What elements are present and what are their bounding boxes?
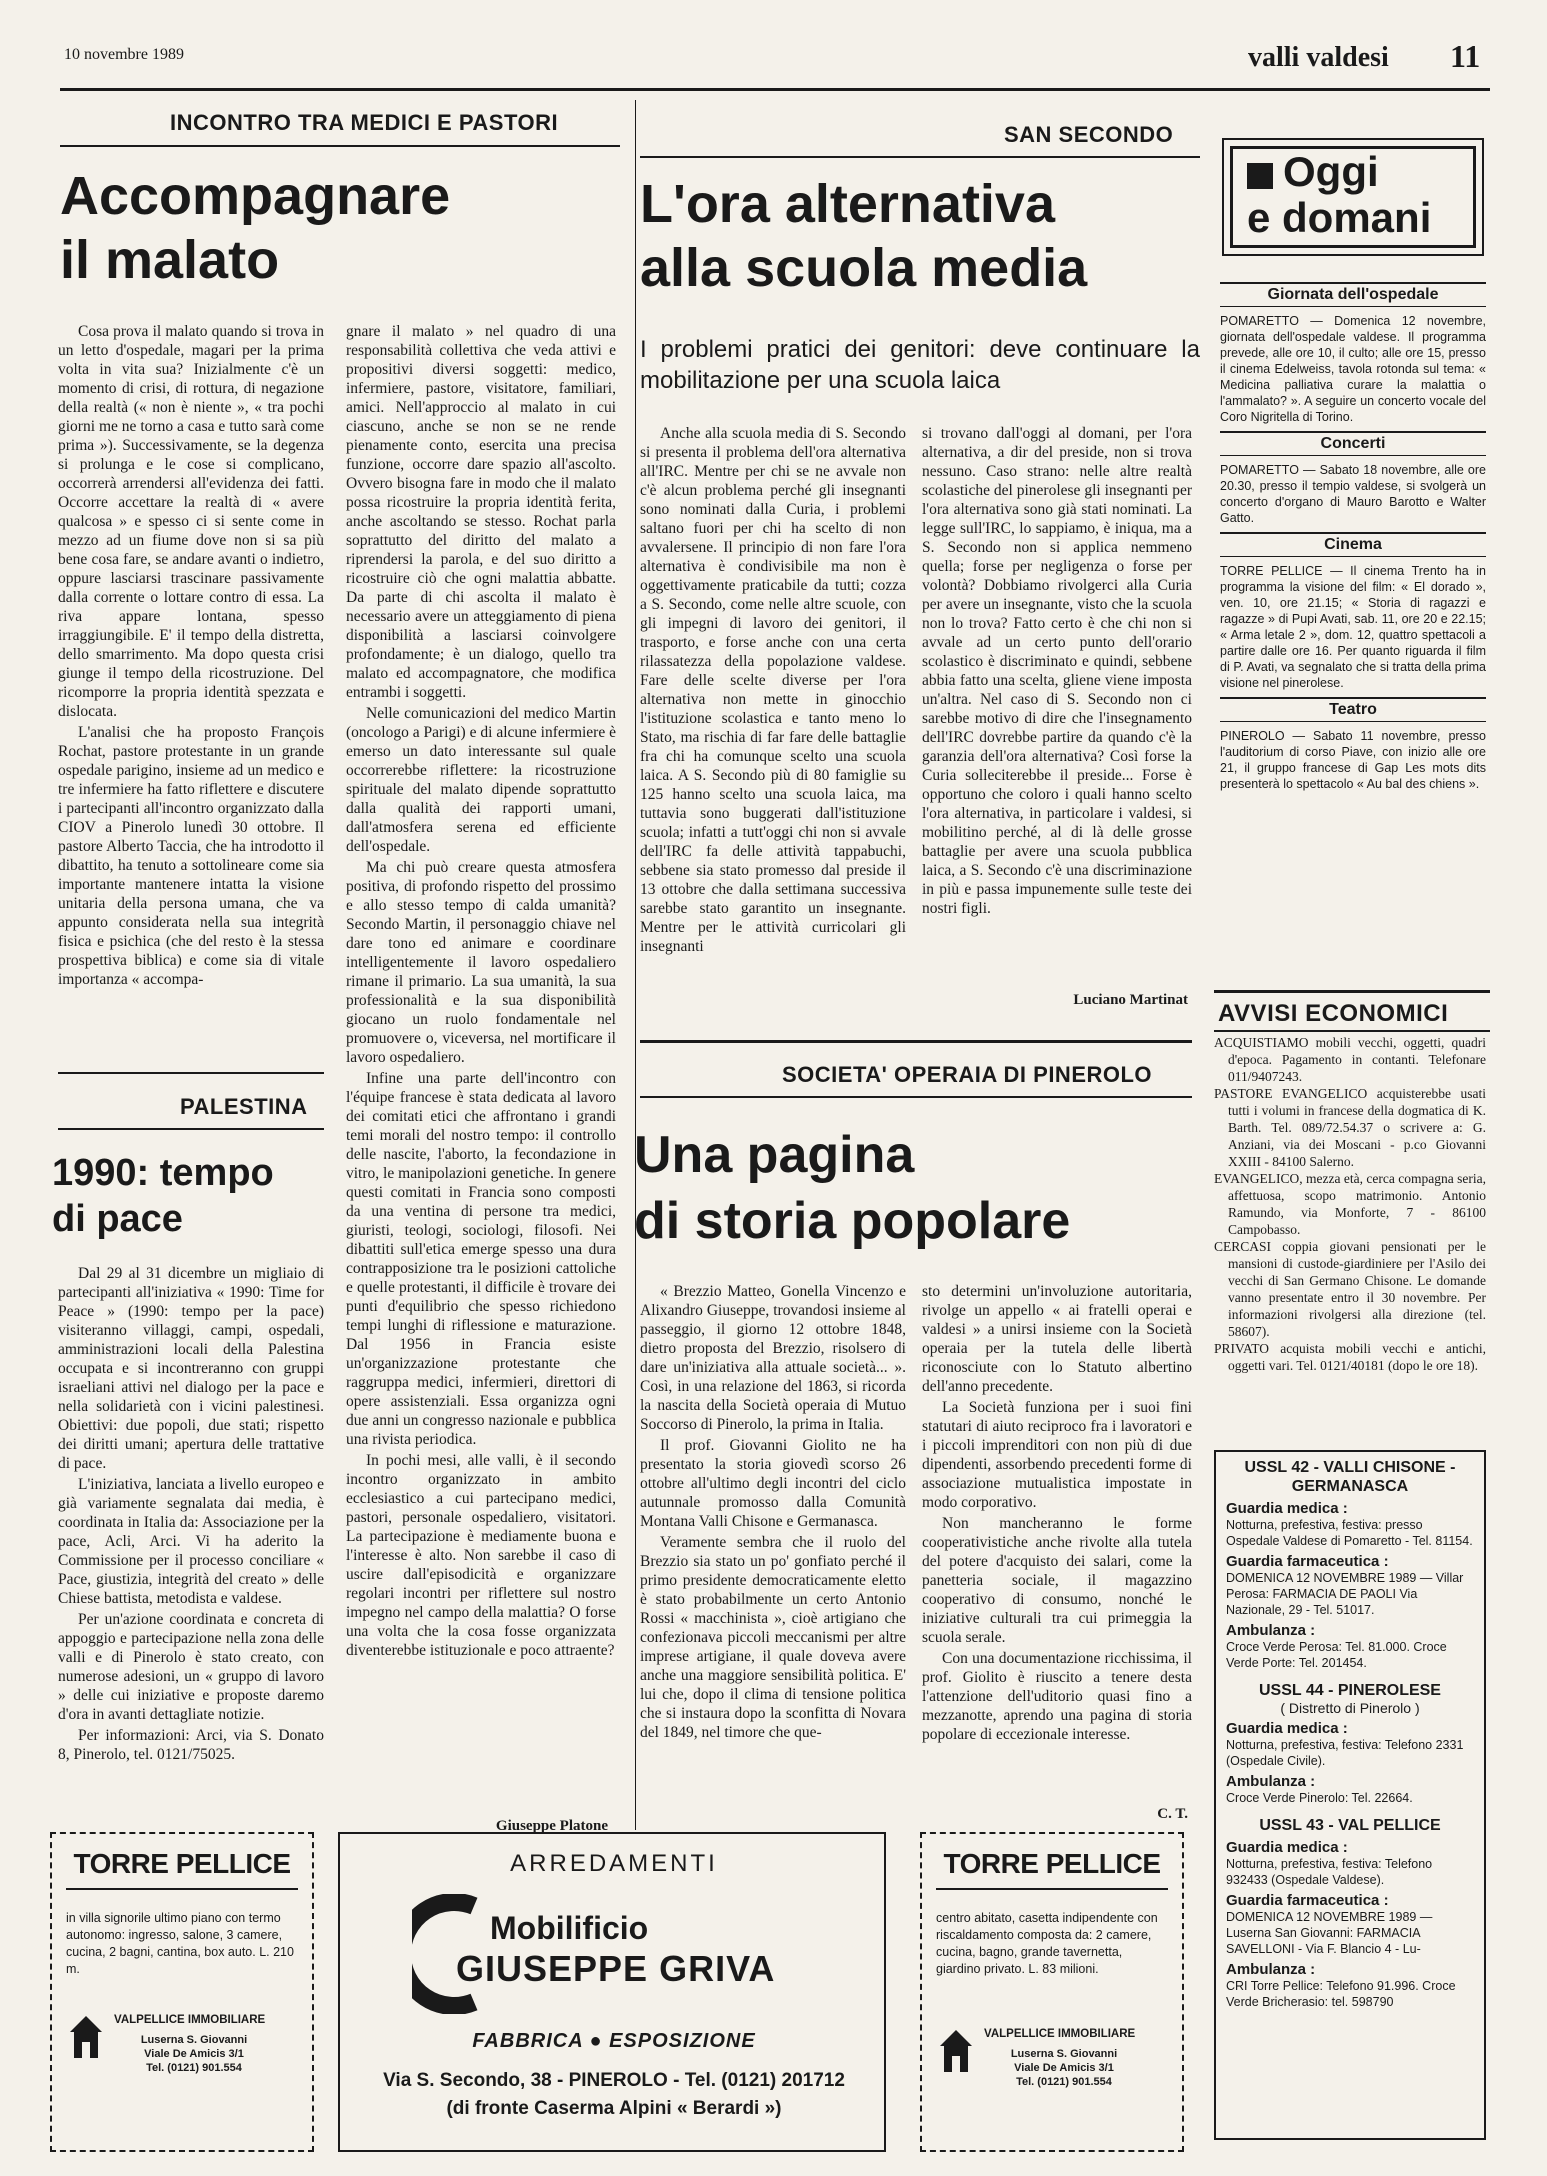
art4-col2 xyxy=(922,1282,1192,1806)
art4-kicker: SOCIETA' OPERAIA DI PINEROLO xyxy=(782,1062,1153,1087)
avvisi-top-rule xyxy=(1214,990,1490,993)
ad3-addr1: Luserna S. Giovanni xyxy=(1010,2048,1118,2060)
avviso-item: PASTORE EVANGELICO acquisterebbe usati tutti i volumi in francese della dogmatica di K. Barth. Tel. 089/72.54.37 o scrivere a: G. Anziani, via dei Moscani - p.co Giovanni XXIII - 84100 Salerno. xyxy=(1214,1086,1486,1169)
ussl-42-h1: Guardia medica : xyxy=(1226,1500,1348,1517)
ussl-42-t3: Croce Verde Perosa: Tel. 81.000. Croce Verde Porte: Tel. 201454. xyxy=(1226,1640,1447,1670)
art4-top-rule xyxy=(640,1040,1192,1043)
art4-title-l1: Una pagina xyxy=(634,1126,915,1184)
ad2-line1: FABBRICA ● ESPOSIZIONE xyxy=(472,2030,756,2052)
paragraph: Dal 29 al 31 dicembre un migliaio di partecipanti all'iniziativa « 1990: Time for Peace » (1990: tempo per la pace) visiteranno villaggi, campi, ospedali, amministrazioni locali della Palestina occupata e si incontreranno con gruppi israeliani attivi nel dialogo per la pace e nella solidarietà con i vicini palestinesi. Obiettivi: due popoli, due stati; rispetto dei diritti umani; apertura delle trattative di pace. xyxy=(58,1265,324,1472)
section-text-teatro: PINEROLO — Sabato 11 novembre, presso l'auditorium di corso Piave, con inizio alle ore 21, il gruppo francese di Gap Les mots dits presenterà lo spettacolo « Au bal des chiens ». xyxy=(1220,729,1486,791)
art1-title-l2: il malato xyxy=(60,230,280,290)
art2-body xyxy=(58,1264,324,1852)
art1-title xyxy=(60,164,640,292)
paper-name: valli valdesi xyxy=(1248,42,1389,73)
art3-title-l1: L'ora alternativa xyxy=(640,174,1055,234)
ussl-42-h2: Guardia farmaceutica : xyxy=(1226,1553,1389,1570)
oggi-title-l2: e domani xyxy=(1247,194,1432,241)
ad2-line2: Via S. Secondo, 38 - PINEROLO - Tel. (0121) 201712 xyxy=(383,2070,845,2091)
ussl-43-h2: Guardia farmaceutica : xyxy=(1226,1892,1389,1909)
paragraph: Per un'azione coordinata e concreta di appoggio e partecipazione nella zona delle valli e di Pinerolo è stato creato, con numerose adesioni, un « gruppo di lavoro » delle cui iniziative e proposte daremo d'ora in avanti dettagliate notizie. xyxy=(58,1611,324,1723)
paragraph: Per informazioni: Arci, via S. Donato 8, Pinerolo, tel. 0121/75025. xyxy=(58,1727,324,1763)
paragraph: Anche alla scuola media di S. Secondo si presenta il problema dell'ora alternativa all'IRC. Mentre per chi se ne avvale non c'è alcun problema perché gli insegnanti sono nominati dalla Curia, i problemi saltano fuori per chi ha scelto di non avvalersene. Il principio di non fare l'ora alternativa è condivisibile ma non è oggettivamente praticabile da tutti; cozza a S. Secondo, come nelle altre scuole, con gli impegni di lavoro dei genitori, il trasporto, e forse anche con una certa rilassatezza della popolazione valdese. Fare delle scelte diverse per l'ora alternativa non mette in ginocchio l'istituzione scolastica e tanto meno lo Stato, ma rischia di far fare delle battaglie fra chi ha comunque scelto una scuola laica. A S. Secondo più di 80 famiglie su 125 hanno scelto una scuola laica, ma tuttavia sono buggerati dall'istituzione scuola; infatti a tutt'oggi chi non si avvale dell'IRC fa delle attività tappabuchi, sebbene sia stato promesso dal preside il 13 ottobre che dalla settimana successiva sarebbe stato garantito un insegnante. Mentre per le attività curricolari gli insegnanti xyxy=(640,425,906,955)
art3-subtitle: I problemi pratici dei genitori: deve continuare la mobilitazione per una scuola laica xyxy=(640,336,1200,394)
art2-kicker-rule xyxy=(58,1128,324,1130)
ussl-43-t2: DOMENICA 12 NOVEMBRE 1989 — Luserna San Giovanni: FARMACIA SAVELLONI - Via F. Blancio 4 - Lu- xyxy=(1226,1910,1433,1956)
art4-kicker-rule xyxy=(640,1096,1192,1098)
ad1-addr2: Viale De Amicis 3/1 xyxy=(144,2048,244,2060)
paragraph: Con una documentazione ricchissima, il prof. Giolito è riuscito a tenere desta l'attenzione dell'uditorio quasi fino a mezzanotte, aprendo una pagina di storia popolare di eccezionale interesse. xyxy=(922,1650,1192,1743)
art3-kicker-rule xyxy=(640,156,1200,158)
paragraph: Nelle comunicazioni del medico Martin (oncologo a Parigi) e di alcune infermiere è emerso un dato interessante sul quale occorrerebbe riflettere: la ricostruzione spirituale del malato dipende soprattutto dalla qualità dei rapporti umani, dall'atmosfera serena ed efficiente dell'ospedale. xyxy=(346,705,616,855)
art4-col1 xyxy=(640,1282,906,1822)
ad-torre-pellice-1 xyxy=(50,1832,314,2152)
page-number: 11 xyxy=(1450,38,1481,74)
art2-title-l1: 1990: tempo xyxy=(52,1152,274,1194)
art3-author: Luciano Martinat xyxy=(1073,992,1188,1008)
house-icon xyxy=(66,2010,106,2062)
art3-title xyxy=(640,172,1210,300)
art1-col2 xyxy=(346,322,616,1818)
ad3-town: TORRE PELLICE xyxy=(936,1848,1168,1890)
art4-title xyxy=(634,1122,1070,1254)
ussl-43-t1: Notturna, prefestiva, festiva: Telefono 932433 (Ospedale Valdese). xyxy=(1226,1857,1433,1887)
avviso-item: PRIVATO acquista mobili vecchi e antichi, oggetti vari. Tel. 0121/40181 (dopo le ore 18). xyxy=(1214,1341,1486,1373)
avvisi-title: AVVISI ECONOMICI xyxy=(1218,1000,1449,1027)
ussl-44-h1: Guardia medica : xyxy=(1226,1720,1348,1737)
ussl-box xyxy=(1214,1450,1486,2140)
art3-kicker: SAN SECONDO xyxy=(1004,122,1174,147)
ussl-44-title: USSL 44 - PINEROLESE xyxy=(1259,1682,1441,1699)
square-bullet-icon xyxy=(1247,163,1273,189)
ad3-addr2: Viale De Amicis 3/1 xyxy=(1014,2062,1114,2074)
paragraph: L'iniziativa, lanciata a livello europeo e già variamente segnalata dai media, è coordinata in Italia da: Associazione per la pace, Acli, Arci. Vi ha aderito la Commissione per il processo conciliare « Pace, giustizia, integrità del creato » delle Chiese battista, metodista e valdese. xyxy=(58,1476,324,1607)
art1-title-l1: Accompagnare xyxy=(60,166,451,226)
ad1-town: TORRE PELLICE xyxy=(66,1848,298,1890)
paragraph: L'analisi che ha proposto François Rochat, pastore protestante in un grande ospedale parigino, insieme ad un medico e tre infermiere ha fatto riflettere e discutere i partecipanti all'incontro organizzato dalla CIOV a Pinerolo lunedì 30 ottobre. Il pastore Alberto Taccia, che ha introdotto il dibattito, ha tenuto a sottolineare come sia importante mantenere intatta la visione unitaria della persona umana, che va appunto considerata nella sua integrità fisica e psichica (che del resto è la stessa prospettiva biblica) e come sia di vitale importanza « accompa- xyxy=(58,724,324,988)
section-head-ospedale: Giornata dell'ospedale xyxy=(1220,282,1486,307)
ad2-brand2: GIUSEPPE GRIVA xyxy=(456,1948,776,1989)
avvisi-list xyxy=(1214,1034,1486,1374)
ussl-42 xyxy=(1226,1458,1474,1671)
oggi-inner-box xyxy=(1230,146,1476,248)
ad-mobilificio-griva xyxy=(338,1832,886,2152)
paragraph: Non mancheranno le forme cooperativistiche anche rivolte alla tutela del potere d'acquisto dei salari, come la panetteria sociale, il magazzino cooperativo di consumo, nonché le iniziative culturali tra cui primeggia la scuola serale. xyxy=(922,1515,1192,1646)
art2-title-l2: di pace xyxy=(52,1198,183,1240)
art4-author: C. T. xyxy=(1157,1806,1188,1822)
avviso-item: CERCASI coppia giovani pensionati per le mansioni di custode-giardiniere per l'Asilo dei vecchi di San Germano Chisone. Le domande vanno presentate entro il 30 novembre. Per informazioni rivolgersi alla direzione (tel. 58607). xyxy=(1214,1239,1486,1339)
section-text-ospedale: POMARETTO — Domenica 12 novembre, giornata dell'ospedale valdese. Il programma prevede, alle ore 10, il culto; alle ore 15, presso il cinema Edelweiss, tavola rotonda sul tema: « Medicina palliativa curare la malattia o l'ammalato? ». A seguire un concerto vocale del Coro Nigritella di Torino. xyxy=(1220,314,1486,424)
ad2-brand1: Mobilificio xyxy=(490,1910,649,1946)
avviso-item: ACQUISTIAMO mobili vecchi, oggetti, quadri d'epoca. Pagamento in contanti. Telefonare 011/9407243. xyxy=(1214,1035,1486,1084)
ussl-43-t3: CRI Torre Pellice: Telefono 91.996. Croce Verde Bricherasio: tel. 598790 xyxy=(1226,1979,1456,2009)
art1-kicker-rule xyxy=(60,145,620,147)
ad1-addr1: Luserna S. Giovanni xyxy=(140,2034,248,2046)
ussl-42-title: USSL 42 - VALLI CHISONE - GERMANASCA xyxy=(1244,1459,1456,1495)
ussl-44-subtitle: ( Distretto di Pinerolo ) xyxy=(1280,1700,1420,1716)
header-rule xyxy=(60,88,1490,91)
ussl-44-t1: Notturna, prefestiva, festiva: Telefono 2331 (Ospedale Civile). xyxy=(1226,1738,1464,1768)
paragraph: Cosa prova il malato quando si trova in un letto d'ospedale, magari per la prima volta in vita sua? Inizialmente c'è un momento di crisi, di rottura, di negazione della realtà (« non è niente », « tra pochi giorni me ne torno a casa e tutto sarà come prima »). Successivamente, se la degenza si prolunga e le cose si complicano, occorrerà arrendersi all'evidenza dei fatti. Occorre accettare la realtà di « avere qualcosa » e spesso ci si sente come in mezzo ad un fiume dove non si sa più bene cosa fare, se andare avanti o indietro, oppure lasciarsi trascinare passivamente dalla corrente o lottare contro di essa. La riva appare lontana, spesso irraggiungibile. E' il tempo della distretta, dello smarrimento. Ma dopo questa crisi giunge il tempo della ricostruzione. Del ricomporre la propria identità spezzata e dislocata. xyxy=(58,323,324,720)
paragraph: gnare il malato » nel quadro di una responsabilità collettiva che veda attivi e propositivi diversi soggetti: medico, infermiere, pastore, visitatore, familiari, amici. Nell'approccio al malato in cui ciascuno, anche se non se ne rende pienamente conto, esercita una precisa funzione, occorre dare spazio all'ascolto. Ovvero bisogna fare in modo che il malato possa ricostruire la propria identità ferita, anche ascoltando se stesso. Rochat parla soprattutto del diritto del malato a riprendersi la parola, e del suo diritto a ricostruire ciò che ogni malattia abbatte. Da parte di chi ascolta il malato è necessario avere un atteggiamento di piena disponibilità a lasciarsi coinvolgere profondamente; è un dialogo, quello tra malato ed accompagnatore, che modifica entrambi i soggetti. xyxy=(346,323,616,701)
section-head-concerti: Concerti xyxy=(1220,431,1486,456)
ussl-44-t2: Croce Verde Pinerolo: Tel. 22664. xyxy=(1226,1791,1413,1805)
ussl-42-h3: Ambulanza : xyxy=(1226,1622,1316,1639)
avvisi-title-rule xyxy=(1214,1030,1490,1032)
paragraph: Ma chi può creare questa atmosfera positiva, di profondo rispetto del prossimo e allo stesso tempo di calda umanità? Secondo Martin, il personaggio chiave nel dare tono ed animare e coordinare intelligentemente il lavoro ospedaliero rimane il primario. La sua umanità, la sua professionalità e la sua disponibilità giocano un ruolo fondamentale nel promuovere o, viceversa, nel mortificare il lavoro ospedaliero. xyxy=(346,859,616,1066)
art2-top-rule xyxy=(58,1072,324,1074)
ussl-42-t2: DOMENICA 12 NOVEMBRE 1989 — Villar Perosa: FARMACIA DE PAOLI Via Nazionale, 29 - Tel. 51017. xyxy=(1226,1571,1464,1617)
section-head-cinema: Cinema xyxy=(1220,532,1486,557)
ad1-tel: Tel. (0121) 901.554 xyxy=(146,2062,242,2074)
ussl-43-h1: Guardia medica : xyxy=(1226,1839,1348,1856)
art1-author: Giuseppe Platone xyxy=(495,1818,608,1834)
paragraph: La Società funziona per i suoi fini statutari di aiuto reciproco fra i lavoratori e i piccoli imprenditori con non più di due dipendenti, assorbendo precedenti forme di associazione mutualistica impostate in modo corporativo. xyxy=(922,1399,1192,1511)
section-text-concerti: POMARETTO — Sabato 18 novembre, alle ore 20.30, presso il tempio valdese, si svolgerà un concerto d'organo di Mauro Barotto e Walter Gatto. xyxy=(1220,463,1486,525)
art2-title xyxy=(52,1150,274,1242)
art4-title-l2: di storia popolare xyxy=(634,1192,1071,1250)
ussl-44-h2: Ambulanza : xyxy=(1226,1773,1316,1790)
ad3-agency: VALPELLICE IMMOBILIARE xyxy=(984,2028,1136,2040)
art2-kicker: PALESTINA xyxy=(180,1094,308,1119)
art3-col1 xyxy=(640,424,906,1030)
section-text-cinema: TORRE PELLICE — Il cinema Trento ha in programma la visione del film: « El dorado », ven. 10, ore 21.15; « Storia di ragazzi e ragazze » di Pupi Avati, sab. 11, ore 20 e 22.15; « Arma letale 2 », dom. 12, quattro spettacoli a partire dalle ore 16. Per quanto riguarda il film di P. Avati, va segnalato che si tratta della prima visione nel pinerolese. xyxy=(1220,564,1486,690)
header-date: 10 novembre 1989 xyxy=(64,46,184,63)
art1-col1 xyxy=(58,322,324,1054)
paragraph: Infine una parte dell'incontro con l'équipe francese è stata dedicata al lavoro dei comitati etici che affrontano i grandi temi morali del nostro tempo: il controllo delle nascite, l'aborto, la fecondazione in vitro, le manipolazioni genetiche. In genere questi comitati in Francia sono composti da una ventina di persone tra medici, giuristi, teologi, sociologi, filosofi. Nei dibattiti sull'etica emerge spesso una dura contrapposizione tra le posizioni cattoliche e quelle protestanti, il difficile è trovare dei punti d'equilibrio che spesso richiedono tempi lunghi di riflessione e maturazione. Dal 1956 in Francia esiste un'organizzazione protestante che raggruppa medici, infermieri, direttori di opere assistenziali. Essa organizza ogni due anni un congresso nazionale e pubblica una rivista periodica. xyxy=(346,1070,616,1448)
paragraph: « Brezzio Matteo, Gonella Vincenzo e Alixandro Giuseppe, trovandosi insieme al passeggio, il giorno 12 ottobre 1848, dietro proposta del Brezzio, risolsero di dare un'iniziativa alla attuale società... ». Così, in una relazione del 1863, si ricorda la nascita della Società operaia di Mutuo Soccorso di Pinerolo, la prima in Italia. xyxy=(640,1283,906,1433)
ad3-tel: Tel. (0121) 901.554 xyxy=(1016,2076,1112,2088)
ussl-43-title: USSL 43 - VAL PELLICE xyxy=(1259,1817,1441,1834)
ad-torre-pellice-2 xyxy=(920,1832,1184,2152)
ussl-43 xyxy=(1226,1816,1474,2010)
avviso-item: EVANGELICO, mezza età, cerca compagna seria, affettuosa, scopo matrimonio. Antonio Ramundo, via Monforte, 7 - 86100 Campobasso. xyxy=(1214,1171,1486,1237)
ussl-43-h3: Ambulanza : xyxy=(1226,1961,1316,1978)
paragraph: In pochi mesi, alle valli, è il secondo incontro organizzato in ambito ecclesiastico a cui partecipano medici, pastori, personale ospedaliero, visitatori. La partecipazione è mediamente buona e l'interesse è alto. Non sarebbe il caso di uscire dall'episodicità e organizzare regolari incontri per riflettere sul nostro impegno nel campo della malattia? O forse una volta che la cosa fosse organizzata diventerebbe istituzionale e poco attraente? xyxy=(346,1452,616,1659)
column-divider xyxy=(635,100,636,1830)
oggi-sections xyxy=(1220,276,1486,792)
art3-col2 xyxy=(922,424,1192,992)
ad1-agency: VALPELLICE IMMOBILIARE xyxy=(114,2014,266,2026)
ad2-title: ARREDAMENTI xyxy=(510,1850,718,1877)
oggi-title-l1: Oggi xyxy=(1283,148,1379,195)
art1-kicker: INCONTRO TRA MEDICI E PASTORI xyxy=(170,110,559,135)
ad1-text: in villa signorile ultimo piano con termo autonomo: ingresso, salone, 3 camere, cucina, 2 bagni, cantina, box auto. L. 210 m. xyxy=(66,1911,294,1976)
paragraph: si trovano dall'oggi al domani, per l'ora alternativa, a dir del preside, non si trova nessuno. Caso strano: nelle altre realtà scolastiche del pinerolese gli insegnanti per l'ora alternativa sono già stati nominati. La legge sull'IRC, lo sappiamo, è iniqua, ma a S. Secondo non si applica nemmeno quella; forse per negligenza o forse per volontà? Dobbiamo rivolgerci alla Curia per avere un insegnante, visto che la scuola non lo trova? Fatto certo è che chi non si avvale ad un certo punto dell'orario scolastico è discriminato e quindi, sebbene abbia fatto una scelta, gliene viene imposta un'altra. Nel caso di S. Secondo non ci sarebbe motivo di dire che l'insegnamento dell'IRC dovrebbe partire da quando c'è la garanzia dell'ora alternativa? Così forse la Curia solleciterebbe il preside... Forse è opportuno che coloro i quali hanno scelto l'ora alternativa, in particolare i valdesi, si mobilitino perché, al di là delle grosse battaglie per avere una scuola pubblica laica, a S. Secondo c'è una discriminazione in più e passa impunemente sulle teste dei nostri figli. xyxy=(922,425,1192,917)
paragraph: Veramente sembra che il ruolo del Brezzio sia stato un po' gonfiato perché il primo presidente democraticamente eletto è stato probabilmente un certo Antonio Rossi « macchinista », cioè artigiano che confezionava piccoli meccanismi per altre imprese artigiane, il quale doveva avere anche una maggiore sensibilità politica. E' lui che, dopo il clima di tensione politica che si instaura dopo la sconfitta di Novara del 1849, nel timore che que- xyxy=(640,1534,906,1741)
ad3-text: centro abitato, casetta indipendente con riscaldamento composta da: 2 camere, cucina, bagno, grande tavernetta, giardino privato. L. 83 milioni. xyxy=(936,1911,1158,1976)
section-head-teatro: Teatro xyxy=(1220,697,1486,722)
art3-title-l2: alla scuola media xyxy=(640,238,1088,298)
ussl-42-t1: Notturna, prefestiva, festiva: presso Ospedale Valdese di Pomaretto - Tel. 81154. xyxy=(1226,1518,1473,1548)
paragraph: sto determini un'involuzione autoritaria, rivolge un appello « ai fratelli operai e valdesi » a unirsi insieme con la Società operaia per la tutela delle libertà riconosciute con lo Statuto albertino dell'anno precedente. xyxy=(922,1283,1192,1395)
ad2-line3: (di fronte Caserma Alpini « Berardi ») xyxy=(446,2098,782,2119)
paragraph: Il prof. Giovanni Giolito ne ha presentato la storia giovedì scorso 26 ottobre all'ultimo degli incontri del ciclo autunnale promosso dalla Comunità Montana Valli Chisone e Germanasca. xyxy=(640,1437,906,1530)
house-icon xyxy=(936,2024,976,2076)
ussl-44 xyxy=(1226,1681,1474,1806)
